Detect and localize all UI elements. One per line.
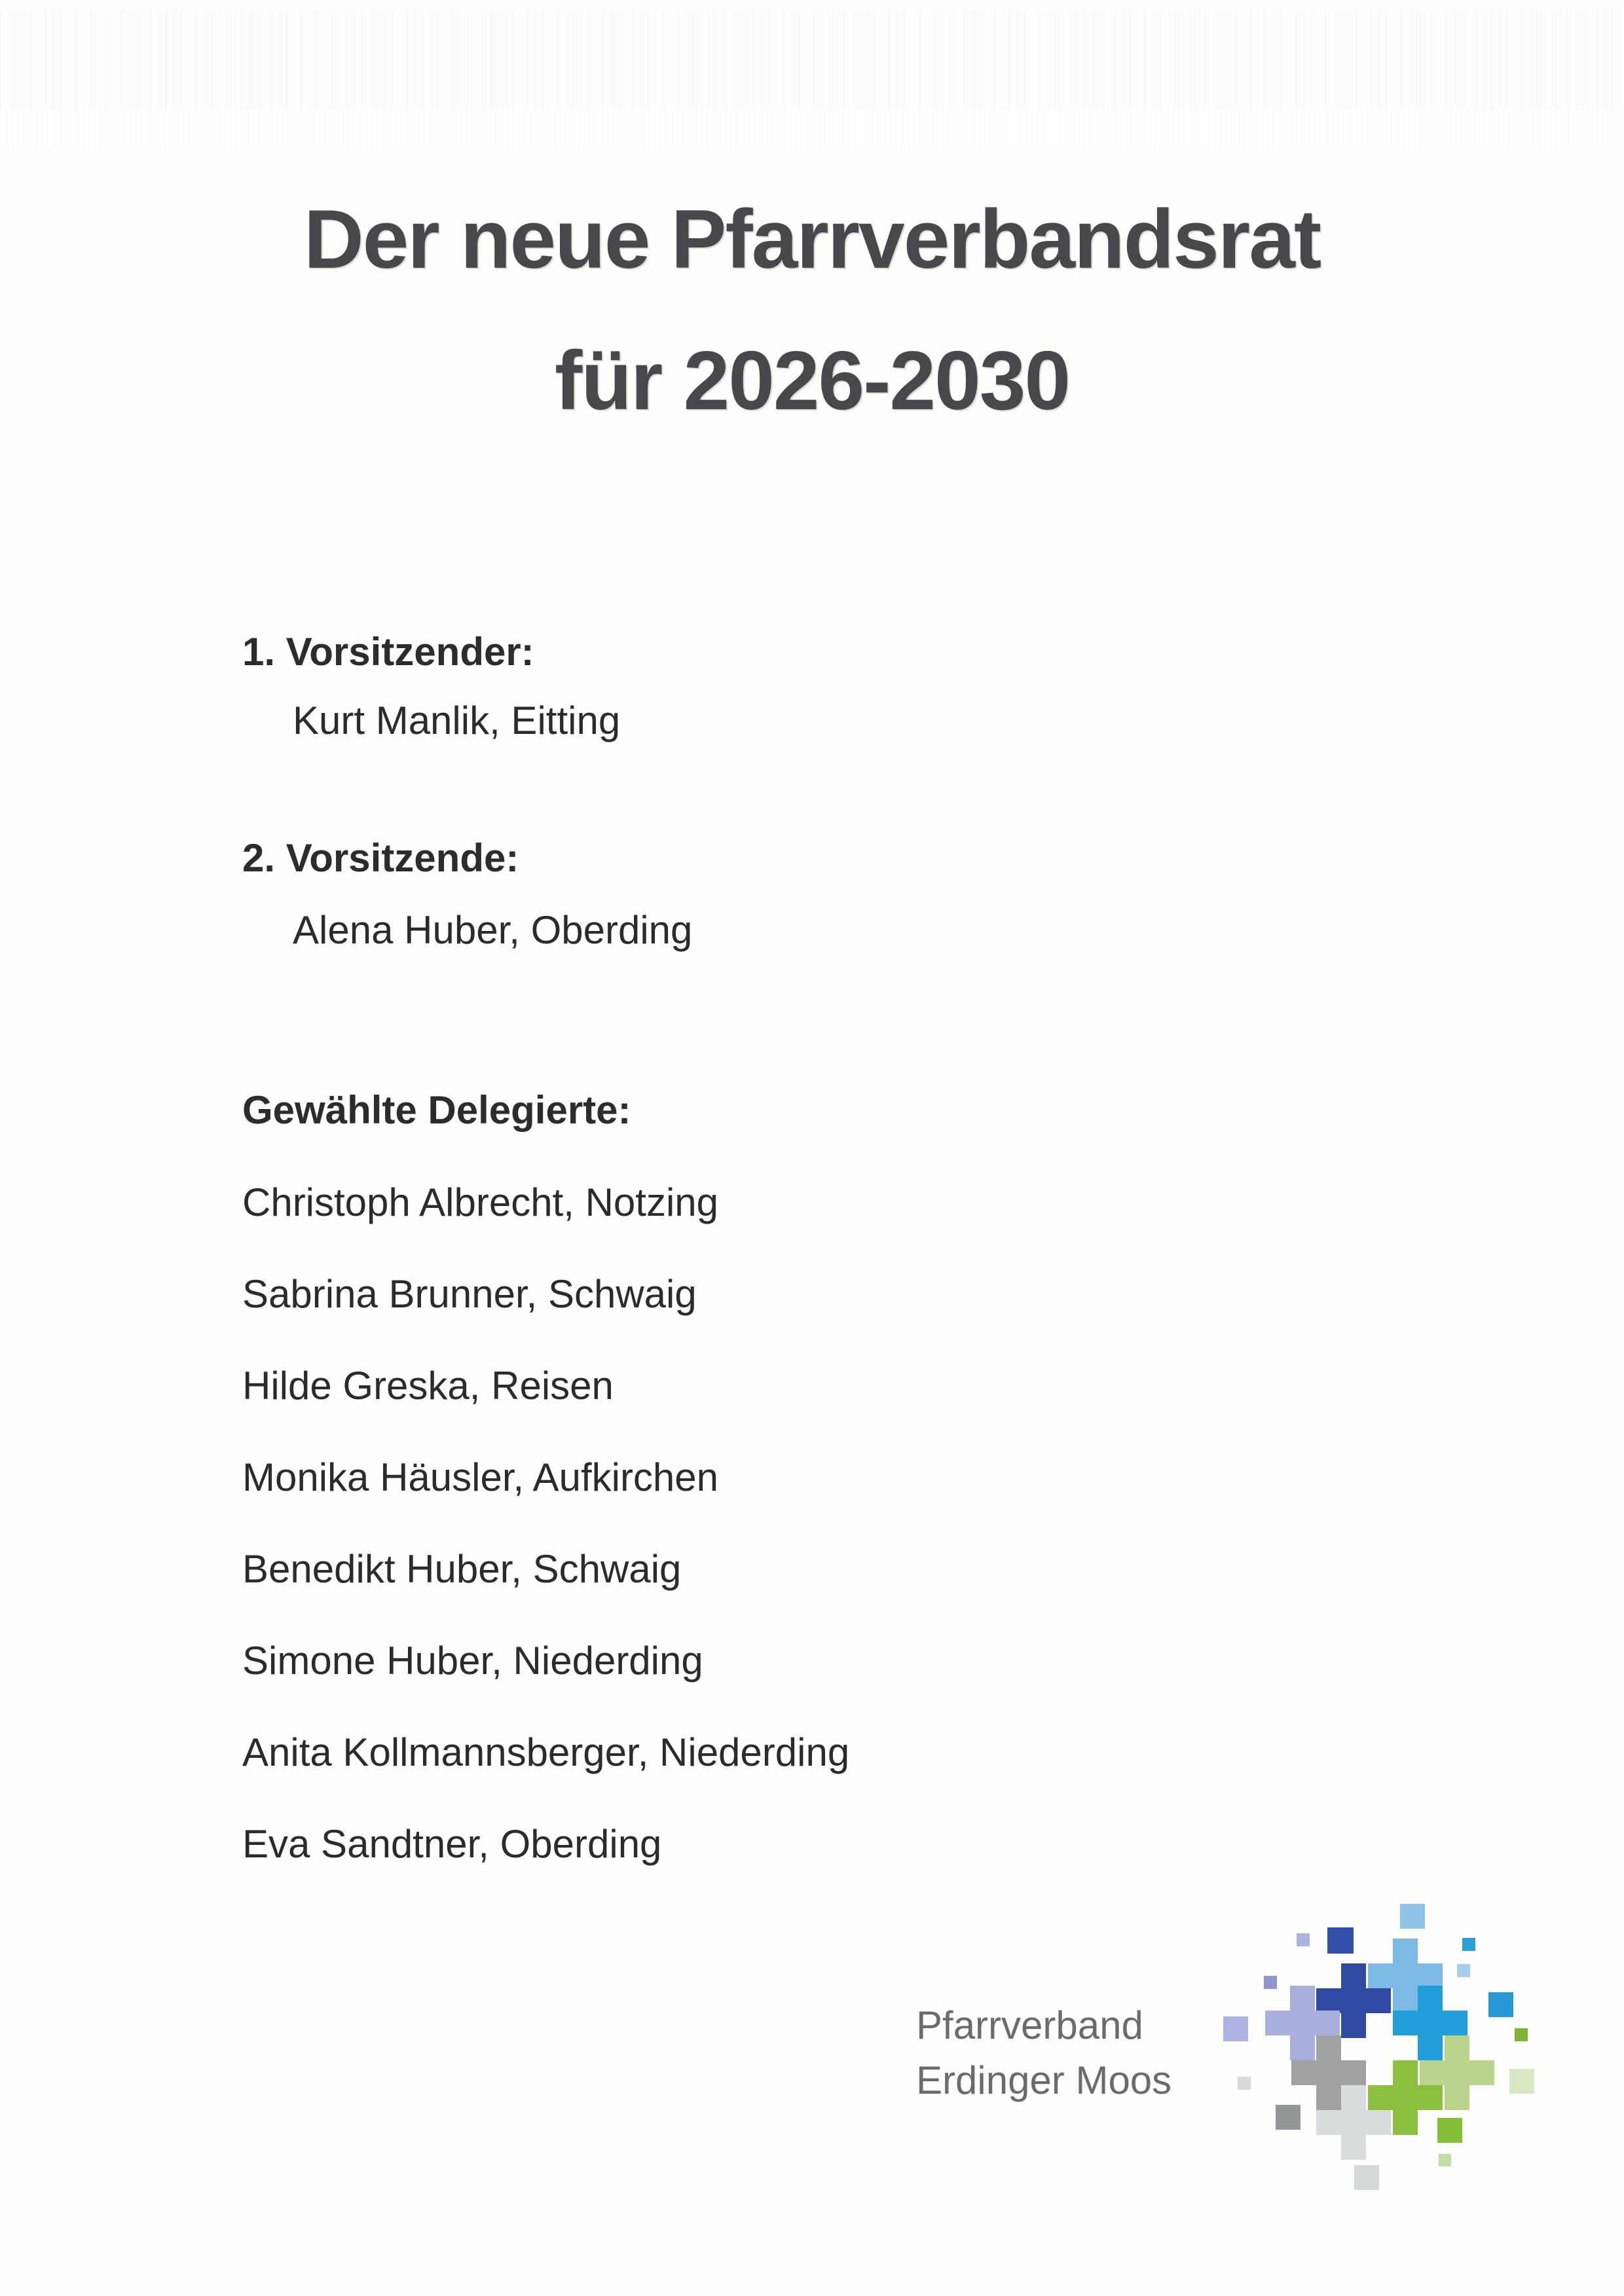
logo-tile-lavender-square-small-2 <box>1264 1976 1277 1989</box>
logo-tile-light-green-square-small <box>1439 2154 1451 2166</box>
logo-tile-cyan-cross <box>1393 1986 1467 2060</box>
logo-tile-green-square-small <box>1515 2028 1528 2041</box>
logo-tile-light-gray-square <box>1354 2165 1379 2190</box>
delegates-heading: Gewählte Delegierte: <box>242 1088 631 1132</box>
footer-organization <box>916 1998 1172 2108</box>
footer-org-line-1: Pfarrverband <box>916 2003 1143 2047</box>
logo-tile-light-blue-square-small <box>1457 1964 1470 1977</box>
logo-tile-green-cross <box>1368 2060 1443 2135</box>
delegate-list-item: Christoph Albrecht, Notzing <box>242 1180 719 1224</box>
delegate-list-item: Anita Kollmannsberger, Niederding <box>242 1730 850 1774</box>
delegates-list <box>242 1182 849 1916</box>
logo-tile-light-blue-square <box>1400 1904 1425 1929</box>
page-title-line-2: für 2026-2030 <box>555 334 1069 427</box>
logo-tile-dark-blue-square <box>1327 1927 1354 1954</box>
chairman1-name: Kurt Manlik, Eitting <box>293 699 621 742</box>
scan-artifact-band-2 <box>0 109 1624 148</box>
logo-tile-dark-blue-cross <box>1316 1963 1391 2038</box>
logo-tile-light-gray-cross <box>1316 2085 1391 2160</box>
logo-tile-gray-square <box>1276 2105 1301 2130</box>
chairman2-name: Alena Huber, Oberding <box>293 908 693 952</box>
logo-tile-light-gray-square-small <box>1238 2077 1251 2090</box>
logo-tile-light-blue-cross <box>1368 1939 1443 2013</box>
delegate-list-item: Simone Huber, Niederding <box>242 1639 703 1683</box>
logo-tile-gray-cross <box>1291 2035 1366 2110</box>
logo-tile-light-green-cross <box>1420 2035 1494 2110</box>
delegate-list-item: Monika Häusler, Aufkirchen <box>242 1455 719 1499</box>
footer-org-line-2: Erdinger Moos <box>916 2058 1172 2102</box>
logo-tile-lavender-square <box>1223 2016 1248 2041</box>
logo-tile-lavender-cross <box>1265 1986 1340 2060</box>
logo-tile-cyan-square-small <box>1462 1938 1475 1951</box>
logo-tile-cyan-square <box>1488 1992 1513 2017</box>
page-title-line-1: Der neue Pfarrverbandsrat <box>303 192 1321 285</box>
delegate-list-item: Eva Sandtner, Oberding <box>242 1822 662 1866</box>
logo-tile-green-square <box>1437 2118 1462 2143</box>
logo-tile-lavender-square-small-1 <box>1297 1933 1310 1946</box>
scan-artifact-band <box>0 10 1624 109</box>
delegate-list-item: Benedikt Huber, Schwaig <box>242 1547 682 1591</box>
chairman1-heading: 1. Vorsitzender: <box>242 630 534 674</box>
delegate-list-item: Hilde Greska, Reisen <box>242 1364 614 1408</box>
delegate-list-item: Sabrina Brunner, Schwaig <box>242 1272 697 1316</box>
chairman2-heading: 2. Vorsitzende: <box>242 836 519 880</box>
logo-tile-very-light-green-square <box>1509 2069 1534 2094</box>
